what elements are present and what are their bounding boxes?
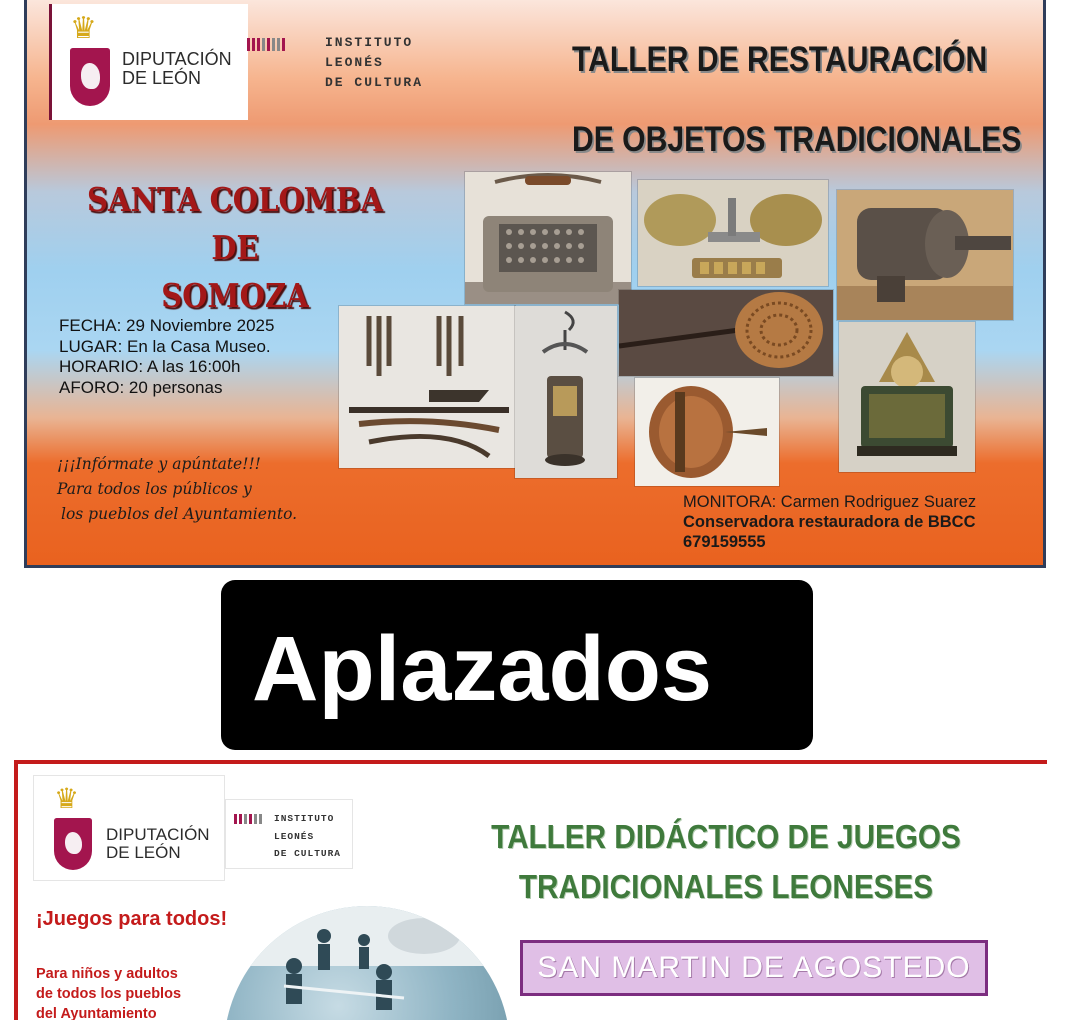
games-title xyxy=(438,812,1014,912)
hand-line1: ¡¡¡Infórmate y apúntate!!! xyxy=(57,455,261,473)
games-audience xyxy=(36,964,181,1020)
lion-shield-icon xyxy=(70,48,110,106)
hand-line3: los pueblos del Ayuntamiento. xyxy=(61,505,298,523)
org-name-line1: DIPUTACIÓN xyxy=(122,49,232,69)
photo-bellows xyxy=(635,378,779,486)
org-name-line2: DE LEÓN xyxy=(106,842,181,862)
photo-tools xyxy=(339,306,515,468)
institute-line1: INSTITUTO xyxy=(274,813,335,824)
institute-line3: DE CULTURA xyxy=(325,75,424,91)
institute-line2: LEONÉS xyxy=(325,55,384,71)
photo-bed-warmer xyxy=(619,290,833,376)
institute-line2: LEONÉS xyxy=(274,830,315,842)
postponed-text: Aplazados xyxy=(252,618,713,720)
event-info xyxy=(59,316,274,398)
photo-brazier xyxy=(465,172,631,304)
games-title-line1: TALLER DIDÁCTICO DE JUEGOS xyxy=(491,818,961,855)
place-name xyxy=(85,176,384,320)
info-horario: HORARIO: A las 16:00h xyxy=(59,357,241,376)
handwritten-note xyxy=(57,452,297,527)
games-title-line2: TRADICIONALES LEONESES xyxy=(518,868,934,905)
info-aforo: AFORO: 20 personas xyxy=(59,377,223,397)
photo-reliquary xyxy=(839,322,975,472)
workshop-title-line2: DE OBJETOS TRADICIONALES xyxy=(572,120,1022,159)
photo-scale xyxy=(638,180,828,286)
logo-instituto-leones xyxy=(226,800,352,868)
place-line2: SOMOZA xyxy=(161,276,309,315)
logo-diputacion-leon-2 xyxy=(34,776,224,880)
crown-icon: ♛ xyxy=(54,783,80,814)
monitor-info xyxy=(683,492,976,552)
audience-line3: del Ayuntamiento xyxy=(36,1006,157,1020)
games-place: SAN MARTIN DE AGOSTEDO xyxy=(537,951,971,984)
place-line1: SANTA COLOMBA DE xyxy=(86,180,384,267)
ilc-logo-bars-icon xyxy=(234,814,262,824)
info-fecha: FECHA: 29 Noviembre 2025 xyxy=(59,316,275,335)
monitor-role: Conservadora restauradora de BBCC xyxy=(683,513,976,531)
games-tagline: ¡Juegos para todos! xyxy=(36,908,228,930)
info-lugar: LUGAR: En la Casa Museo. xyxy=(59,336,271,356)
monitor-phone: 679159555 xyxy=(683,533,766,551)
institute-line1: INSTITUTO xyxy=(325,35,414,50)
org-name-line1: DIPUTACIÓN xyxy=(106,825,210,844)
workshop-title-line1: TALLER DE RESTAURACIÓN xyxy=(572,40,988,79)
ilc-logo-bars-icon xyxy=(247,38,285,51)
audience-line2: de todos los pueblos xyxy=(36,986,182,1002)
crown-icon: ♛ xyxy=(70,12,97,45)
monitor-name: MONITORA: Carmen Rodriguez Suarez xyxy=(683,493,977,511)
lion-shield-icon xyxy=(54,818,92,870)
poster-restauracion xyxy=(24,0,1046,568)
poster-juegos xyxy=(14,760,1047,1020)
audience-line1: Para niños y adultos xyxy=(36,966,178,982)
institute-line3: DE CULTURA xyxy=(274,848,342,860)
games-place-box xyxy=(520,940,988,996)
photo-meat-grinder xyxy=(837,190,1013,320)
hand-line2: Para todos los públicos y xyxy=(57,480,252,498)
photo-children-playing xyxy=(224,906,510,1020)
postponed-banner xyxy=(221,580,813,750)
logo-diputacion-leon xyxy=(49,4,248,120)
org-name-line2: DE LEÓN xyxy=(122,67,202,88)
photo-lantern xyxy=(515,306,617,478)
